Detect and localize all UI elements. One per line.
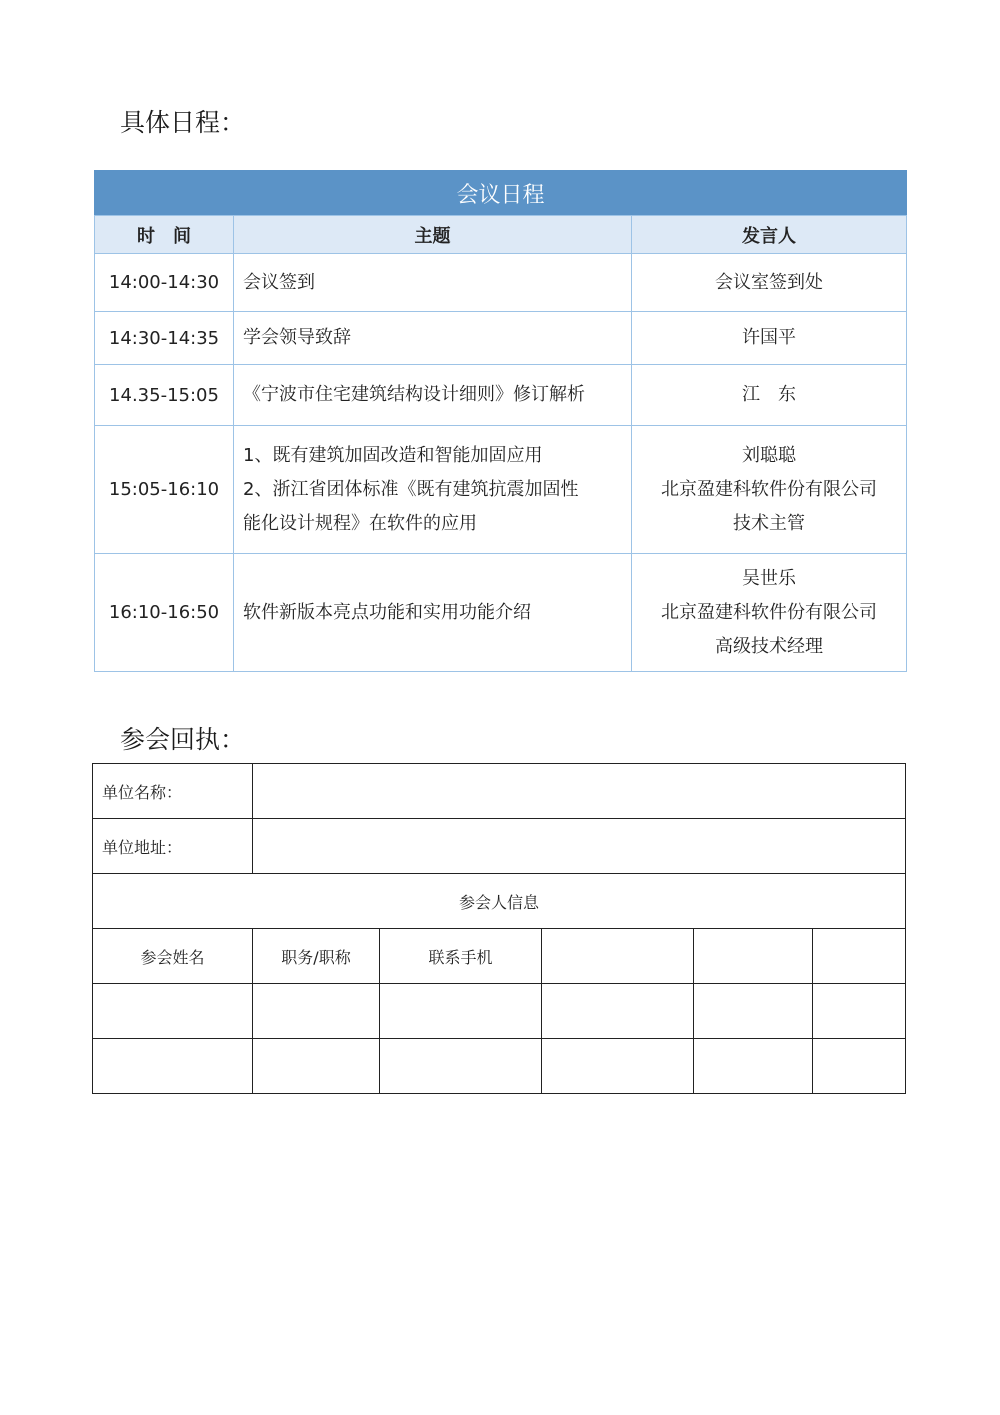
- row-time: 14.35-15:05: [95, 365, 234, 426]
- attendee-cell[interactable]: [542, 984, 694, 1039]
- unit-address-field[interactable]: [253, 819, 906, 874]
- attendee-cell[interactable]: [694, 984, 813, 1039]
- speaker-line: 许国平: [742, 327, 797, 348]
- attendee-cell[interactable]: [380, 1039, 542, 1094]
- speaker-line: 会议室签到处: [715, 271, 824, 293]
- attendee-header-row: [93, 929, 906, 984]
- col-position: 职务/职称: [253, 929, 380, 984]
- row-topic: [234, 554, 632, 672]
- row-speaker: [632, 254, 907, 312]
- speaker-line: 北京盈建科软件份有限公司: [661, 601, 878, 623]
- row-topic: [234, 365, 632, 426]
- topic-line: 《宁波市住宅建筑结构设计细则》修订解析: [243, 384, 585, 405]
- header-topic: 主题: [234, 216, 632, 254]
- topic-line: 能化设计规程》在软件的应用: [243, 512, 477, 534]
- schedule-title-row: [95, 171, 907, 216]
- attendee-cell[interactable]: [542, 1039, 694, 1094]
- attendee-cell[interactable]: [380, 984, 542, 1039]
- unit-address-row: [93, 819, 906, 874]
- unit-name-label: 单位名称：: [93, 764, 253, 819]
- reply-form-table: [92, 763, 906, 1094]
- header-time: 时 间: [95, 216, 234, 254]
- row-time: 15:05-16:10: [95, 426, 234, 554]
- speaker-line: 吴世乐: [742, 567, 797, 589]
- row-topic: [234, 254, 632, 312]
- speaker-line: 刘聪聪: [742, 444, 797, 466]
- topic-line: 软件新版本亮点功能和实用功能介绍: [243, 601, 531, 623]
- attendee-row: [93, 984, 906, 1039]
- topic-line: 1、既有建筑加固改造和智能加固应用: [243, 444, 543, 466]
- attendee-cell[interactable]: [694, 1039, 813, 1094]
- attendee-row: [93, 1039, 906, 1094]
- row-topic: [234, 426, 632, 554]
- attendee-cell[interactable]: [253, 1039, 380, 1094]
- table-row: [95, 365, 907, 426]
- topic-line: 2、浙江省团体标准《既有建筑抗震加固性: [243, 478, 579, 500]
- attendee-cell[interactable]: [93, 984, 253, 1039]
- col-blank-6: [813, 929, 906, 984]
- schedule-header-row: [95, 216, 907, 254]
- topic-line: 会议签到: [243, 271, 315, 293]
- table-row: [95, 254, 907, 312]
- row-speaker: [632, 426, 907, 554]
- attendee-cell[interactable]: [253, 984, 380, 1039]
- speaker-line: 高级技术经理: [715, 635, 824, 657]
- attendee-cell[interactable]: [813, 984, 906, 1039]
- row-time: 14:00-14:30: [95, 254, 234, 312]
- schedule-title: 会议日程: [95, 171, 907, 216]
- row-speaker: [632, 554, 907, 672]
- col-blank-4: [542, 929, 694, 984]
- row-speaker: [632, 365, 907, 426]
- header-speaker: 发言人: [632, 216, 907, 254]
- table-row: [95, 426, 907, 554]
- speaker-line: 江 东: [742, 384, 797, 405]
- reply-heading: 参会回执：: [120, 725, 246, 754]
- row-time: 16:10-16:50: [95, 554, 234, 672]
- schedule-heading: 具体日程：: [120, 108, 246, 137]
- row-topic: [234, 312, 632, 365]
- unit-name-field[interactable]: [253, 764, 906, 819]
- attendee-info-label: 参会人信息: [93, 874, 906, 929]
- col-blank-5: [694, 929, 813, 984]
- attendee-info-row: [93, 874, 906, 929]
- speaker-line: 北京盈建科软件份有限公司: [661, 478, 878, 500]
- col-attendee-name: 参会姓名: [93, 929, 253, 984]
- attendee-cell[interactable]: [93, 1039, 253, 1094]
- table-row: [95, 312, 907, 365]
- unit-name-row: [93, 764, 906, 819]
- row-time: 14:30-14:35: [95, 312, 234, 365]
- col-mobile: 联系手机: [380, 929, 542, 984]
- table-row: [95, 554, 907, 672]
- unit-address-label: 单位地址：: [93, 819, 253, 874]
- topic-line: 学会领导致辞: [243, 327, 351, 348]
- schedule-table: [94, 170, 907, 672]
- attendee-cell[interactable]: [813, 1039, 906, 1094]
- speaker-line: 技术主管: [733, 512, 806, 534]
- row-speaker: [632, 312, 907, 365]
